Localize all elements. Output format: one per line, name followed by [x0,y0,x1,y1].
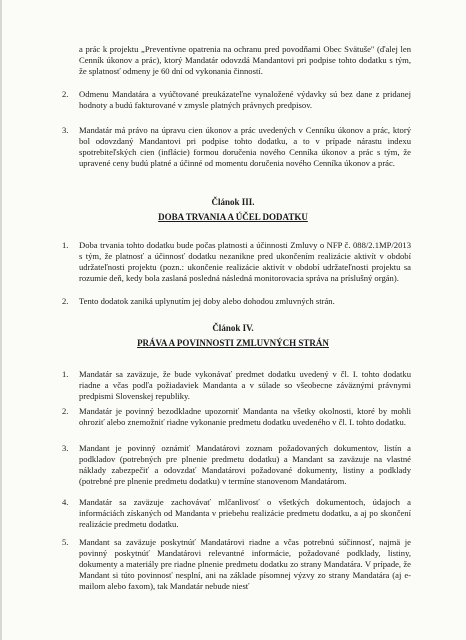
item-b-1-text: Doba trvania tohto dodatku bude počas platnosti a účinnosti Zmluvy o NFP č. 088/2.1MP/2013 s tým, že platnosť a účinnosť dodatku nezanikne pred ukončením realizácie aktivít v období udržateľnosti projektu (pozn.: ukončenie realizácie aktivít v období udržateľnosti projektu sa rozumie deň, kedy bola zaslaná posledná následná monitorovacia správa na príslušný orgán). [79,240,411,283]
article-4-title: PRÁVA A POVINNOSTI ZMLUVNÝCH STRÁN [137,338,329,348]
item-c-5-text: Mandant sa zaväzuje poskytnúť Mandatárovi riadne a včas potrebnú súčinnosť, najmä je povinný poskytnúť Mandatárovi relevantné informácie, požadované podklady, listiny, dokumenty a materiály pre riadne plnenie predmetu dodatku zo strany Mandatára. V prípade, že Mandant si túto povinnosť nesplní, ani na základe písomnej výzvy zo strany Mandatára (aj e-mailom alebo faxom), tak Mandatár nebude niesť [79,537,411,591]
item-c-3-text: Mandant je povinný oznámiť Mandatárovi zoznam požadovaných dokumentov, listín a podkladov (potrebných pre plnenie predmetu dodatku) a Mandant sa zaväzuje na vlastné náklady zabezpečiť a odovzdať Mandatárovi požadované dokumenty, listiny a podklady (potrebné pre plnenie predmetu dodatku) v termíne stanovenom Mandatárom. [79,443,411,486]
item-c-1-number: 1. [62,369,69,379]
item-a-1-text: Odmenu Mandatára a vyúčtované preukázateľne vynaložené výdavky sú bez dane z pridanej hodnoty a budú fakturované v zmysle platných právnych predpisov. [79,89,411,110]
article-4-label: Článok IV. [212,323,254,333]
item-b-1-number: 1. [62,240,69,250]
page-edge [0,0,2,640]
item-c-2-text: Mandatár je povinný bezodkladne upozorniť Mandanta na všetky okolnosti, ktoré by mohli ohroziť alebo znemožniť riadne vykonanie predmetu dodatku uvedeného v čl. I. tohto dodatku. [79,406,411,427]
article-3-label: Článok III. [211,197,255,207]
item-c-1-text: Mandatár sa zaväzuje, že bude vykonávať predmet dodatku uvedený v čl. I. tohto dodatku riadne a včas podľa požiadaviek Mandanta a v súlade so všeobecne záväznými právnymi predpismi Slovenskej republiky. [79,369,411,401]
item-a-2-text: Mandatár má právo na úpravu cien úkonov a prác uvedených v Cenníku úkonov a prác, ktorý bol odovzdaný Mandantovi pri podpise tohto dodatku, a to v prípade nárastu indexu spotrebiteľských cien (inflácie) formou doručenia nového Cenníka úkonov a prác s tým, že upravené ceny budú platné a účinné od momentu doručenia nového Cenníka úkonov a prác. [79,125,411,168]
article-3-title: DOBA TRVANIA A ÚČEL DODATKU [158,212,308,222]
item-c-3-number: 3. [62,443,69,453]
item-a-2-number: 3. [62,125,69,135]
item-a-1-number: 2. [62,89,69,99]
item-c-4-text: Mandatár sa zaväzuje zachovávať mlčanlivosť o všetkých dokumentoch, údajoch a informáciách získaných od Mandanta v priebehu realizácie predmetu dodatku, a aj po skončení realizácie predmetu dodatku. [79,497,411,529]
item-c-5-number: 5. [62,537,69,547]
item-b-2-number: 2. [62,296,69,306]
item-b-2-text: Tento dodatok zaniká uplynutím jej doby alebo dohodou zmluvných strán. [79,296,335,306]
intro-paragraph: a prác k projektu „Preventívne opatrenia na ochranu pred povodňami Obec Svätuše" (ďalej len Cenník úkonov a prác), ktorý Mandatár odovzdá Mandantovi pri podpise tohto dodatku s tým, že splatnosť odmeny je 60 dní od vykonania činností. [79,44,411,76]
item-c-4-number: 4. [62,497,69,507]
item-c-2-number: 2. [62,406,69,416]
